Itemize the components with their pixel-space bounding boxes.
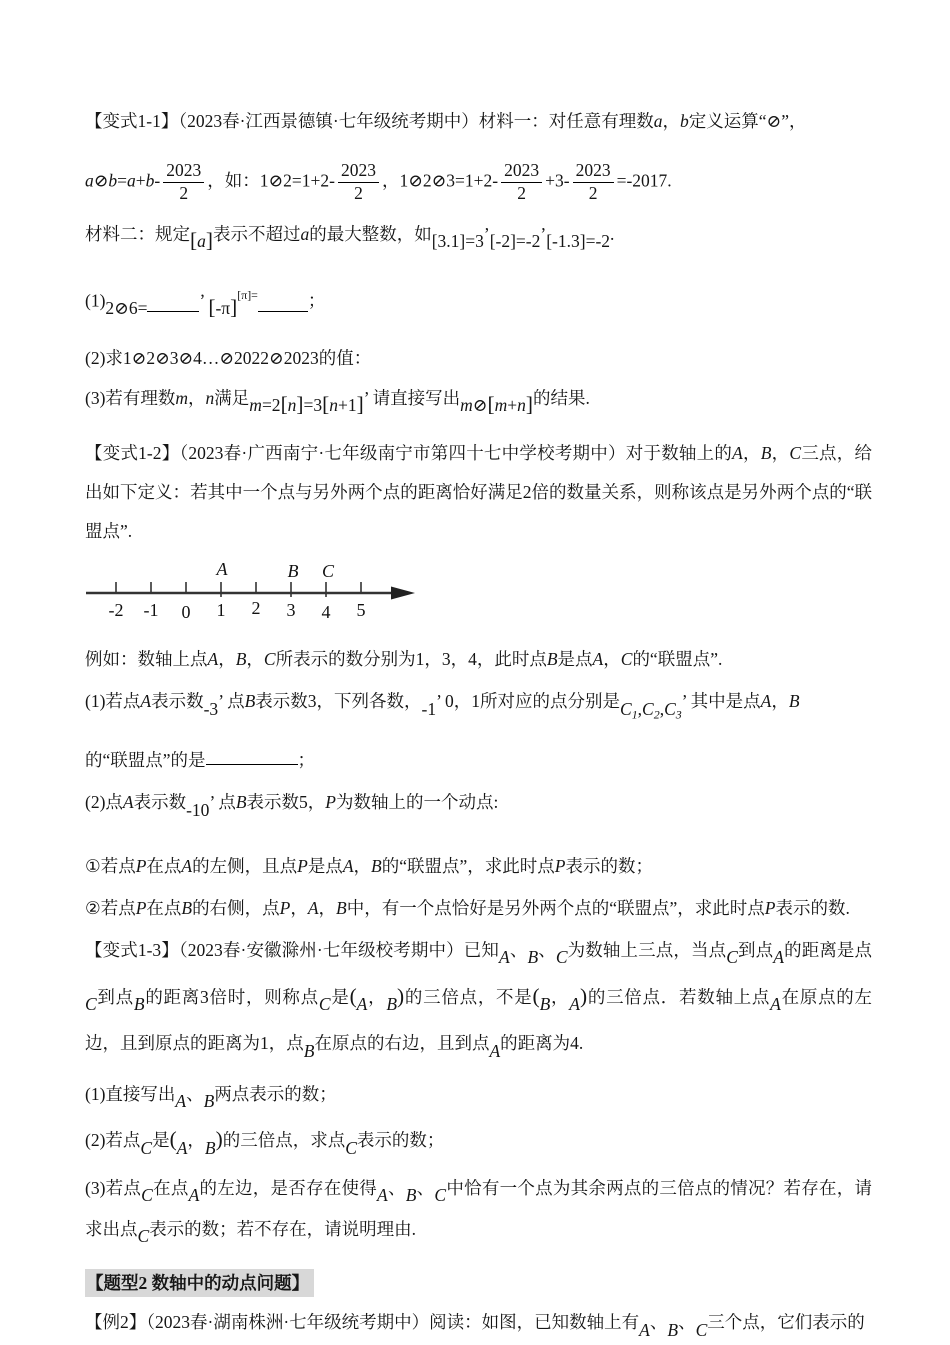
variant-1-2-question-1-answer-line: 的“联盟点”的是 ； [85, 745, 872, 775]
variant-1-1-material-2: 材料二：规定[a]表示不超过a的最大整数，如[3.1]=3’[-2]=-2’[-1.3]=-2. [85, 223, 615, 252]
problem-variant-1-3-intro: 【变式1-3】（2023春·安徽滁州·七年级校考期中）已知A、B、C为数轴上三点，当点C到点A的距离是点C到点B的距离3倍时，则称点C是(A，B)的三倍点，不是(B，A)的三倍点．若数轴上点A在原点的左边，且到原点的距离为1，点B在原点的右边，且到点A的距离为4. [85, 939, 873, 1061]
variant-1-3-question-3: (3)若点C在点A的左边，是否存在使得A、B、C中恰有一个点为其余两点的三倍点的情况？若存在，请求出点C表示的数；若不存在，请说明理由. [85, 1177, 873, 1247]
svg-text:3: 3 [286, 600, 296, 621]
point-c-label: C [321, 561, 335, 582]
variant-1-3-question-2: (2)若点C是(A，B)的三倍点，求点C表示的数； [85, 1127, 445, 1158]
number-line-figure [85, 555, 872, 634]
variant-1-3-question-1: (1)直接写出A、B两点表示的数； [85, 1083, 337, 1112]
point-b-label: B [287, 561, 299, 582]
variant-1-1-question-1: (1)2⊘6= ’ $[-\pi]^{[\pi]=}$ ； [85, 288, 326, 319]
svg-text:0: 0 [181, 602, 191, 623]
point-a-label: A [216, 559, 228, 580]
variant-1-2-question-1: (1)若点A表示数-3’ 点B表示数3，下列各数，-1’ 0，1所对应的点分别是$C_1,C_2,C_3$’ 其中是点A，B [85, 691, 800, 722]
svg-text:-2: -2 [108, 600, 124, 621]
topic-2-heading-label: 【题型2 数轴中的动点问题】 [85, 1269, 314, 1297]
variant-1-1-question-3: (3)若有理数m，n满足m=2[n]=3[n+1]’ 请直接写出m⊘[m+n]的结果. [85, 387, 590, 417]
problem-variant-1-2-intro: 【变式1-2】（2023春·广西南宁·七年级南宁市第四十七中学校考期中）对于数轴上的A，B，C三点，给出如下定义：若其中一个点与另外两个点的距离恰好满足2倍的数量关系，则称该点是另外两个点的“联盟点”. [85, 443, 872, 542]
axis-ticks [116, 582, 361, 597]
svg-text:1: 1 [216, 600, 226, 621]
section-heading-topic-2 [85, 1269, 872, 1297]
variant-1-2-question-2-sub2: ②若点P在点B的右侧，点P，A，B中，有一个点恰好是另外两个点的“联盟点”，求此时点P表示的数. [85, 897, 850, 918]
variant-1-2-example: 例如：数轴上点A，B，C所表示的数分别为1，3，4，此时点B是点A，C的“联盟点”. [85, 649, 723, 670]
problem-example-2-intro: 【例2】（2023春·湖南株洲·七年级统考期中）阅读：如图，已知数轴上有A、B、C三个点，它们表示的 [85, 1312, 865, 1340]
number-line-svg [85, 555, 420, 629]
variant-1-2-question-2-sub1: ①若点P在点A的左侧，且点P是点A，B的“联盟点”，求此时点P表示的数； [85, 855, 653, 876]
variant-1-1-formula: a⊘b=a+b- $\frac{2023}{2}$ ，如：1⊘2=1+2- $\frac{2023}{2}$ ，1⊘2⊘3=1+2- $\frac{2023}{2}$ +3- $\frac{2023}{2}$ =-2017. [85, 160, 672, 203]
axis-tick-labels [109, 598, 366, 622]
svg-text:2: 2 [251, 598, 261, 619]
svg-text:-1: -1 [143, 600, 159, 621]
problem-variant-1-1-intro: 【变式1-1】（2023春·江西景德镇·七年级统考期中）材料一：对任意有理数a，b定义运算“⊘”， [85, 111, 807, 131]
variant-1-2-question-2: (2)点A表示数-10’ 点B表示数5，P为数轴上的一个动点: [85, 792, 499, 820]
axis-arrow-icon [391, 587, 415, 600]
variant-1-1-question-2: (2)求1⊘2⊘3⊘4…⊘2022⊘2023的值： [85, 347, 372, 368]
svg-text:5: 5 [356, 600, 366, 621]
svg-text:4: 4 [321, 602, 331, 623]
point-labels [216, 559, 335, 581]
